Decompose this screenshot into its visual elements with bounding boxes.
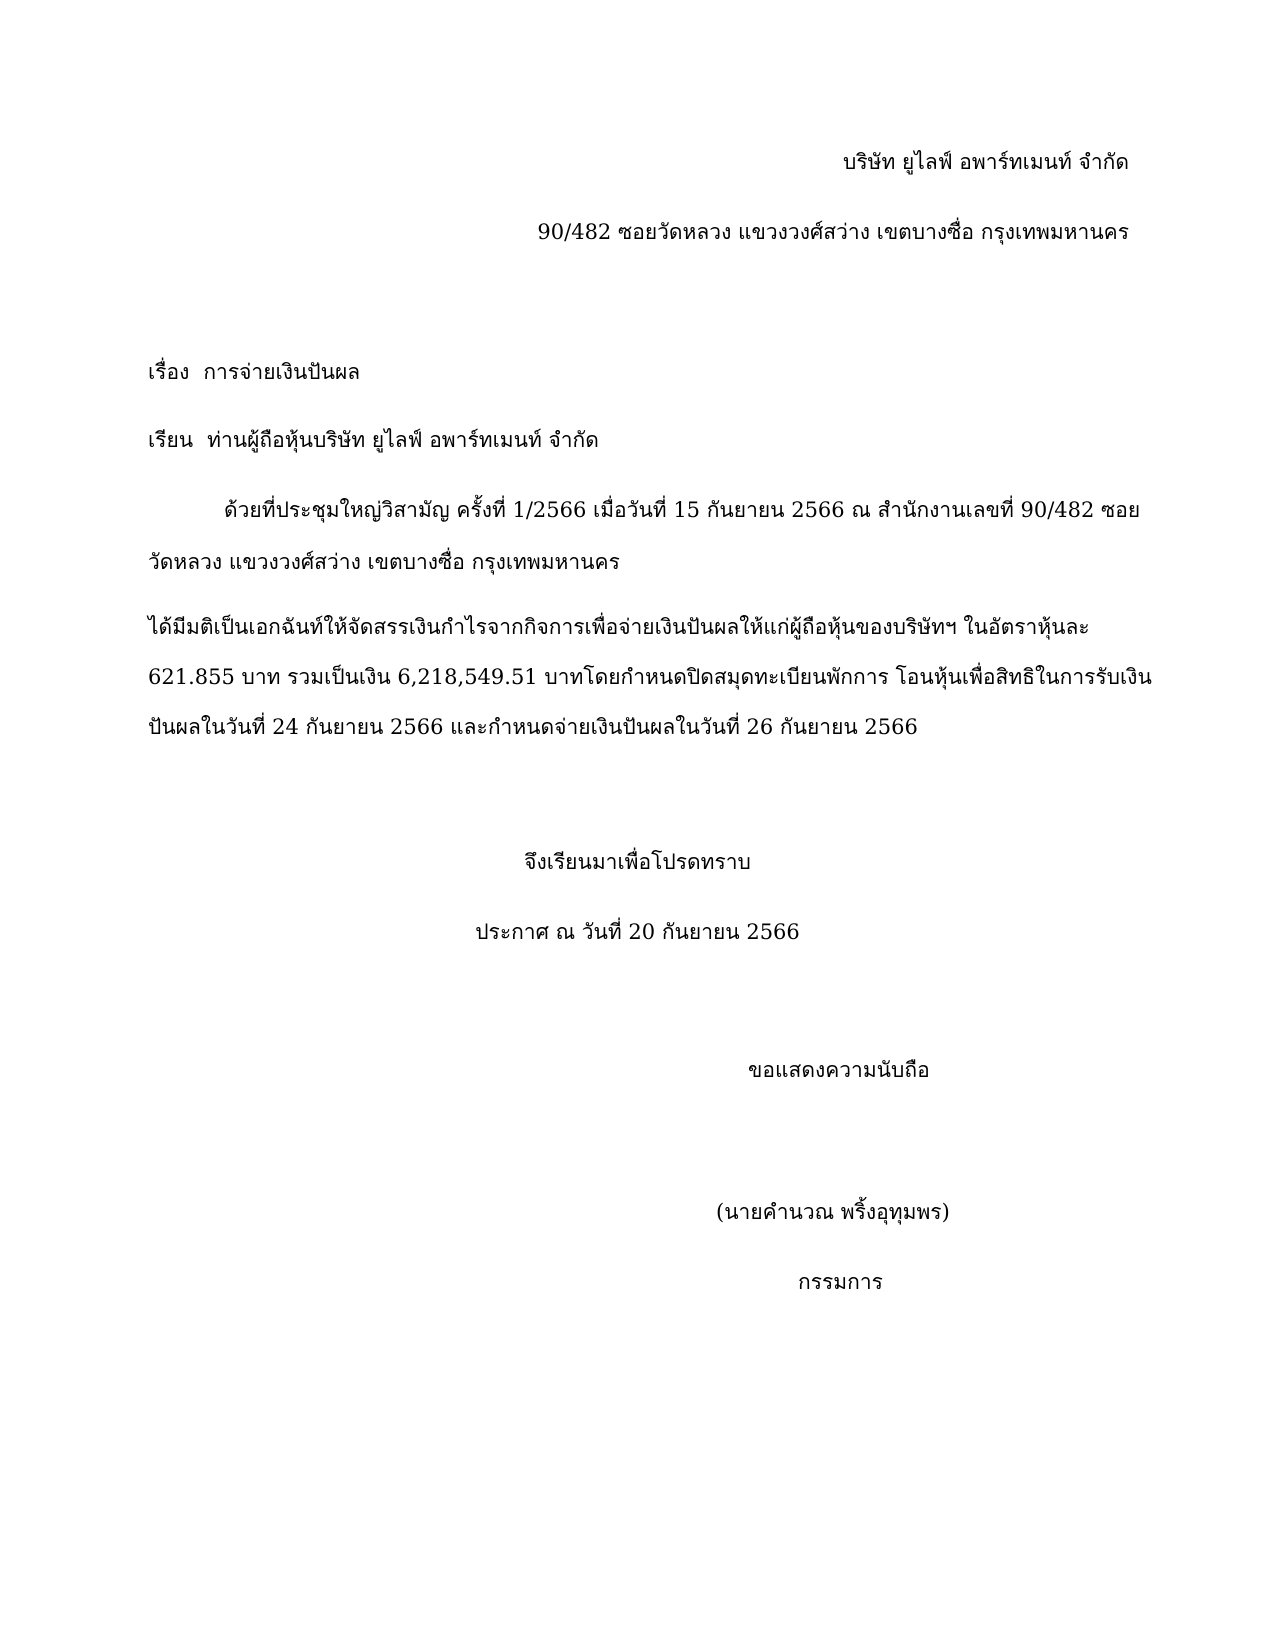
body-paragraph-2-line-2: 621.855 บาท รวมเป็นเงิน 6,218,549.51 บาทโดยกำหนดปิดสมุดทะเบียนพักการ โอนหุ้นเพื่อสิทธิในการรับเงิน [148,665,1152,689]
recipient-line [148,428,599,453]
body-paragraph-2-line-1: ได้มีมติเป็นเอกฉันท์ให้จัดสรรเงินกำไรจากกิจการเพื่อจ่ายเงินปันผลให้แก่ผู้ถือหุ้นของบริษัทฯ ในอัตราหุ้นละ [148,615,1090,639]
signer-title: กรรมการ [798,1270,883,1294]
subject-text: การจ่ายเงินปันผล [203,360,361,384]
closing-inform: จึงเรียนมาเพื่อโปรดทราบ [524,850,751,874]
recipient-text: ท่านผู้ถือหุ้นบริษัท ยูไลฟ์ อพาร์ทเมนท์ จำกัด [207,428,599,452]
body-paragraph-1-line-2: วัดหลวง แขวงวงศ์สว่าง เขตบางซื่อ กรุงเทพมหานคร [148,550,620,574]
body-paragraph-1-line-1: ด้วยที่ประชุมใหญ่วิสามัญ ครั้งที่ 1/2566 เมื่อวันที่ 15 กันยายน 2566 ณ สำนักงานเลขที่ 90/482 ซอย [224,498,1141,522]
signer-name: (นายคำนวณ พริ้งอุทุมพร) [716,1200,950,1224]
company-address: 90/482 ซอยวัดหลวง แขวงวงศ์สว่าง เขตบางซื่อ กรุงเทพมหานคร [537,220,1129,244]
company-name: บริษัท ยูไลฟ์ อพาร์ทเมนท์ จำกัด [843,150,1129,174]
body-paragraph-2-line-3: ปันผลในวันที่ 24 กันยายน 2566 และกำหนดจ่ายเงินปันผลในวันที่ 26 กันยายน 2566 [148,715,918,739]
subject-line [148,360,360,385]
subject-label: เรื่อง [148,360,190,384]
closing-regards: ขอแสดงความนับถือ [748,1058,930,1082]
recipient-label: เรียน [148,428,194,452]
announcement-date: ประกาศ ณ วันที่ 20 กันยายน 2566 [475,920,800,944]
